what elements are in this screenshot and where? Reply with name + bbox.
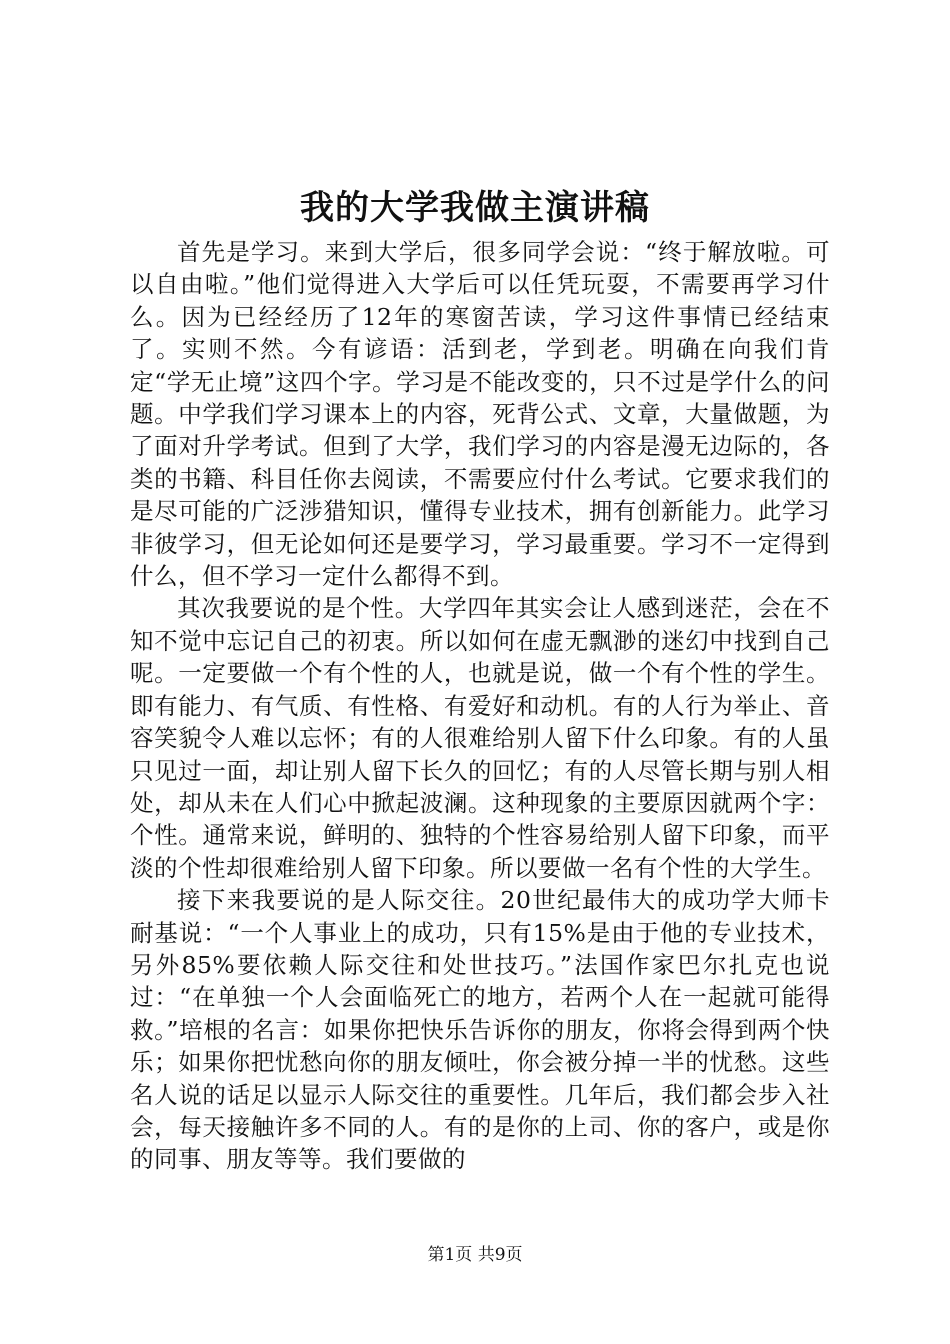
document-body bbox=[130, 236, 830, 1176]
paragraph-study: 首先是学习。来到大学后，很多同学会说：“终于解放啦。可以自由啦。”他们觉得进入大学后可以任凭玩耍，不需要再学习什么。因为已经经历了12年的寒窗苦读，学习这件事情已经结束了。实则不然。今有谚语：活到老，学到老。明确在向我们肯定“学无止境”这四个字。学习是不能改变的，只不过是学什么的问题。中学我们学习课本上的内容，死背公式、文章，大量做题，为了面对升学考试。但到了大学，我们学习的内容是漫无边际的，各类的书籍、科目任你去阅读，不需要应付什么考试。它要求我们的是尽可能的广泛涉猎知识，懂得专业技术，拥有创新能力。此学习非彼学习，但无论如何还是要学习，学习最重要。学习不一定得到什么，但不学习一定什么都得不到。 bbox=[130, 238, 830, 591]
paragraph-interpersonal: 接下来我要说的是人际交往。20世纪最伟大的成功学大师卡耐基说：“一个人事业上的成功，只有15%是由于他的专业技术，另外85%要依赖人际交往和处世技巧。”法国作家巴尔扎克也说过：“在单独一个人会面临死亡的地方，若两个人在一起就可能得救。”培根的名言：如果你把快乐告诉你的朋友，你将会得到两个快乐；如果你把忧愁向你的朋友倾吐，你会被分掉一半的忧愁。这些名人说的话足以显示人际交往的重要性。几年后，我们都会步入社会，每天接触许多不同的人。有的是你的上司、你的客户，或是你的同事、朋友等等。我们要做的 bbox=[130, 886, 830, 1174]
document-title: 我的大学我做主演讲稿 bbox=[300, 188, 650, 228]
page-footer: 第1页 共9页 bbox=[427, 1245, 523, 1265]
paragraph-personality: 其次我要说的是个性。大学四年其实会让人感到迷茫，会在不知不觉中忘记自己的初衷。所以如何在虚无飘渺的迷幻中找到自己呢。一定要做一个有个性的人，也就是说，做一个有个性的学生。即有能力、有气质、有性格、有爱好和动机。有的人行为举止、音容笑貌令人难以忘怀；有的人很难给别人留下什么印象。有的人虽只见过一面，却让别人留下长久的回忆；有的人尽管长期与别人相处，却从未在人们心中掀起波澜。这种现象的主要原因就两个字：个性。通常来说，鲜明的、独特的个性容易给别人留下印象，而平淡的个性却很难给别人留下印象。所以要做一名有个性的大学生。 bbox=[130, 594, 830, 882]
